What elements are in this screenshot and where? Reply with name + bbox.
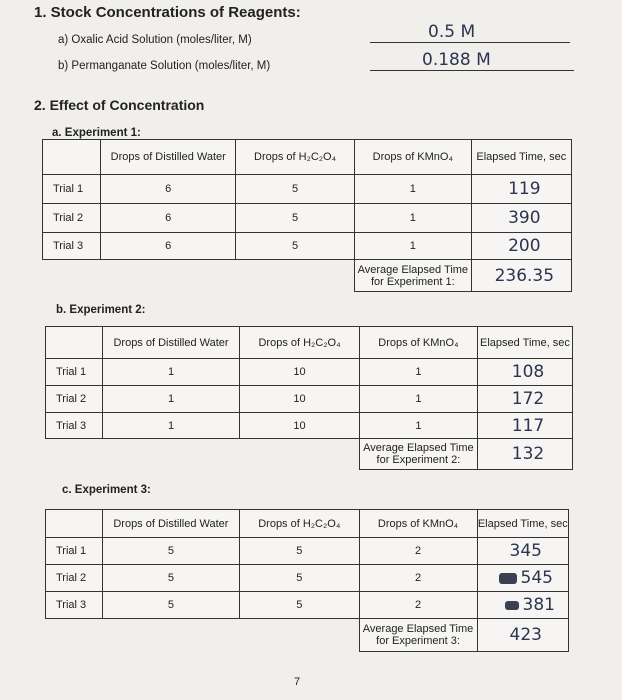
header-water: Drops of Distilled Water bbox=[102, 327, 239, 359]
table-row bbox=[46, 359, 573, 386]
table-row bbox=[43, 233, 572, 260]
kmno4-cell: 1 bbox=[359, 359, 477, 386]
section2-title: 2. Effect of Concentration bbox=[34, 97, 205, 113]
experiment1-table bbox=[42, 139, 572, 292]
average-label: Average Elapsed Time for Experiment 2: bbox=[359, 439, 477, 470]
kmno4-cell: 2 bbox=[359, 538, 477, 565]
trial-label: Trial 2 bbox=[43, 204, 101, 233]
header-blank bbox=[46, 510, 103, 538]
water-cell: 5 bbox=[102, 538, 239, 565]
kmno4-cell: 1 bbox=[354, 204, 471, 233]
permanganate-label: b) Permanganate Solution (moles/liter, M) bbox=[58, 60, 271, 72]
header-kmno4: Drops of KMnO₄ bbox=[359, 327, 477, 359]
header-oxalic: Drops of H₂C₂O₄ bbox=[240, 510, 359, 538]
average-value: 236.35 bbox=[471, 260, 571, 292]
table-row bbox=[46, 386, 573, 413]
table-row bbox=[43, 175, 572, 204]
oxalic-cell: 5 bbox=[240, 538, 359, 565]
header-blank bbox=[43, 140, 101, 175]
oxalic-cell: 10 bbox=[240, 386, 360, 413]
trial-label: Trial 2 bbox=[46, 565, 103, 592]
water-cell: 1 bbox=[102, 413, 239, 439]
oxalic-cell: 10 bbox=[240, 413, 360, 439]
time-cell: 545 bbox=[477, 565, 568, 592]
trial-label: Trial 1 bbox=[43, 175, 101, 204]
water-cell: 5 bbox=[102, 565, 239, 592]
table-row bbox=[46, 565, 569, 592]
time-cell: 381 bbox=[477, 592, 568, 619]
oxalic-cell: 10 bbox=[240, 359, 360, 386]
water-cell: 6 bbox=[101, 204, 236, 233]
average-value: 423 bbox=[477, 619, 568, 652]
time-cell: 172 bbox=[477, 386, 572, 413]
oxalic-cell: 5 bbox=[240, 592, 359, 619]
oxalic-cell: 5 bbox=[236, 175, 355, 204]
water-cell: 5 bbox=[102, 592, 239, 619]
kmno4-cell: 2 bbox=[359, 565, 477, 592]
header-time: Elapsed Time, sec bbox=[477, 510, 568, 538]
scribble-mark bbox=[505, 601, 519, 610]
trial-label: Trial 2 bbox=[46, 386, 103, 413]
table-row bbox=[46, 592, 569, 619]
experiment2-table bbox=[45, 326, 573, 470]
kmno4-cell: 1 bbox=[359, 413, 477, 439]
average-value: 132 bbox=[477, 439, 572, 470]
trial-label: Trial 1 bbox=[46, 538, 103, 565]
permanganate-value: 0.188 M bbox=[422, 50, 491, 70]
header-time: Elapsed Time, sec bbox=[471, 140, 571, 175]
time-cell: 119 bbox=[471, 175, 571, 204]
experiment3-table bbox=[45, 509, 569, 652]
blank-area bbox=[43, 260, 355, 292]
average-label: Average Elapsed Time for Experiment 1: bbox=[354, 260, 471, 292]
oxalic-acid-line bbox=[370, 42, 570, 43]
header-kmno4: Drops of KMnO₄ bbox=[354, 140, 471, 175]
permanganate-line bbox=[370, 70, 574, 71]
header-water: Drops of Distilled Water bbox=[101, 140, 236, 175]
blank-area bbox=[46, 439, 360, 470]
water-cell: 1 bbox=[102, 359, 239, 386]
time-cell: 117 bbox=[477, 413, 572, 439]
time-cell: 200 bbox=[471, 233, 571, 260]
kmno4-cell: 1 bbox=[354, 233, 471, 260]
oxalic-acid-value: 0.5 M bbox=[428, 22, 476, 42]
header-blank bbox=[46, 327, 103, 359]
water-cell: 6 bbox=[101, 233, 236, 260]
section1-title: 1. Stock Concentrations of Reagents: bbox=[34, 4, 301, 21]
experiment2-label: b. Experiment 2: bbox=[56, 304, 146, 316]
table-row bbox=[46, 538, 569, 565]
scribble-mark bbox=[499, 573, 517, 584]
trial-label: Trial 3 bbox=[46, 592, 103, 619]
header-oxalic: Drops of H₂C₂O₄ bbox=[240, 327, 360, 359]
kmno4-cell: 1 bbox=[354, 175, 471, 204]
experiment3-label: c. Experiment 3: bbox=[62, 484, 151, 496]
time-cell: 390 bbox=[471, 204, 571, 233]
water-cell: 1 bbox=[102, 386, 239, 413]
average-label: Average Elapsed Time for Experiment 3: bbox=[359, 619, 477, 652]
header-oxalic: Drops of H₂C₂O₄ bbox=[236, 140, 355, 175]
table-row bbox=[43, 204, 572, 233]
page-number: 7 bbox=[294, 676, 301, 688]
time-cell: 108 bbox=[477, 359, 572, 386]
trial-label: Trial 1 bbox=[46, 359, 103, 386]
trial-label: Trial 3 bbox=[46, 413, 103, 439]
trial-label: Trial 3 bbox=[43, 233, 101, 260]
header-time: Elapsed Time, sec bbox=[477, 327, 572, 359]
time-cell: 345 bbox=[477, 538, 568, 565]
water-cell: 6 bbox=[101, 175, 236, 204]
oxalic-cell: 5 bbox=[236, 233, 355, 260]
kmno4-cell: 1 bbox=[359, 386, 477, 413]
kmno4-cell: 2 bbox=[359, 592, 477, 619]
oxalic-acid-label: a) Oxalic Acid Solution (moles/liter, M) bbox=[58, 34, 252, 46]
oxalic-cell: 5 bbox=[236, 204, 355, 233]
oxalic-cell: 5 bbox=[240, 565, 359, 592]
blank-area bbox=[46, 619, 360, 652]
header-water: Drops of Distilled Water bbox=[102, 510, 239, 538]
experiment1-label: a. Experiment 1: bbox=[52, 127, 141, 139]
table-row bbox=[46, 413, 573, 439]
header-kmno4: Drops of KMnO₄ bbox=[359, 510, 477, 538]
